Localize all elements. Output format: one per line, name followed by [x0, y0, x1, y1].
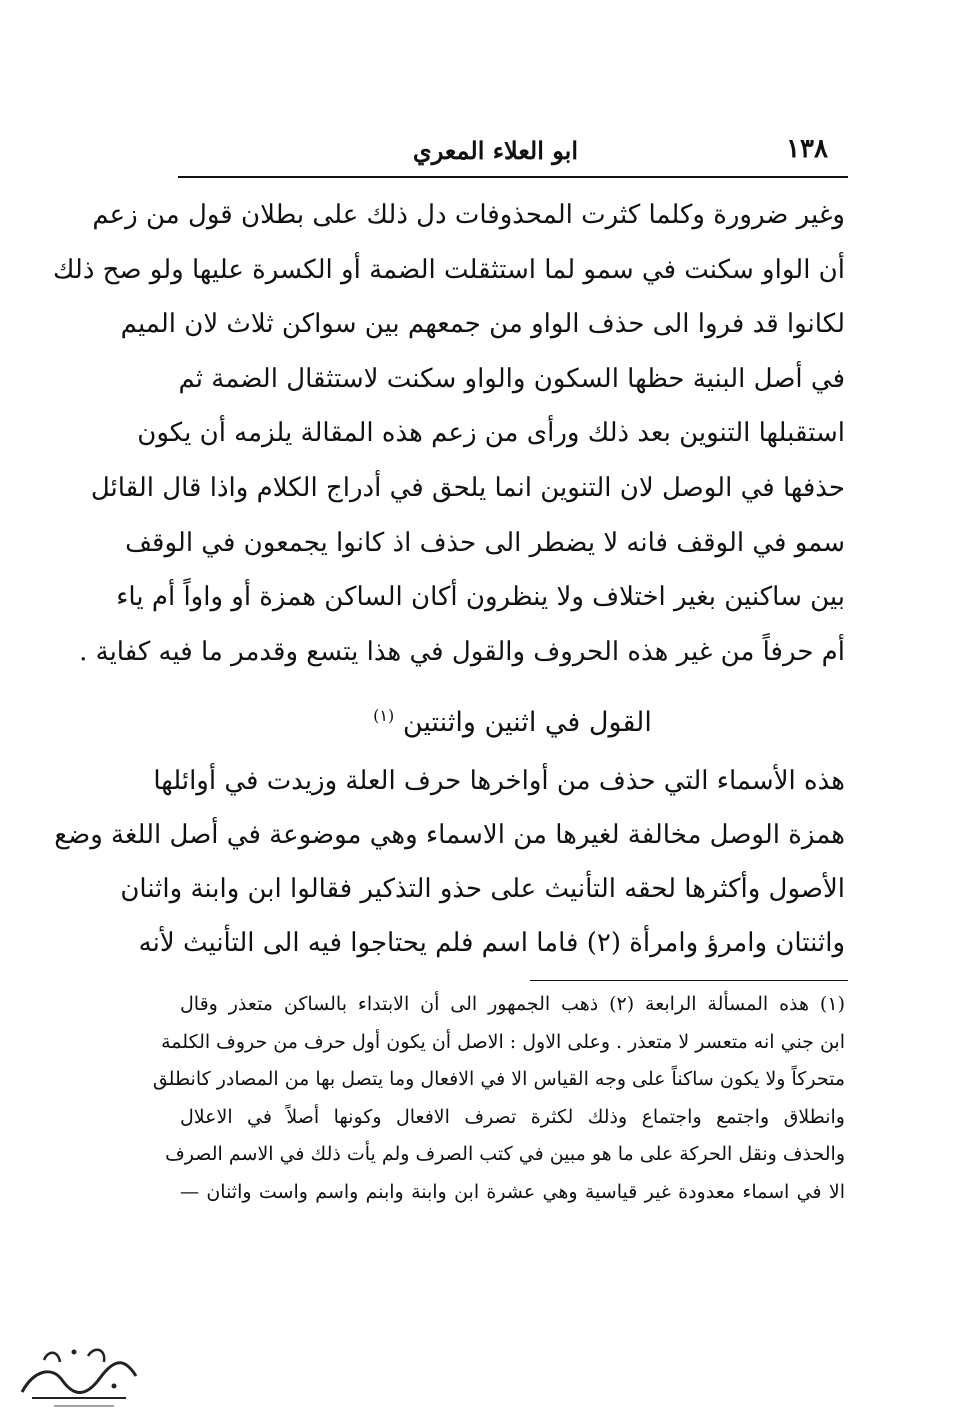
text-line: أن الواو سكنت في سمو لما استثقلت الضمة أو الكسرة عليها ولو صح ذلك — [52, 254, 845, 285]
footnote-line: ابن جني انه متعسر لا متعذر . وعلى الاول : الاصل أن يكون أول حرف من حروف الكلمة — [161, 1030, 845, 1053]
running-head: ابو العلاء المعري — [412, 136, 578, 165]
footnote-line: وانطلاق واجتمع واجتماع وذلك لكثرة تصرف الافعال وكونها أصلاً في الاعلال — [180, 1105, 845, 1128]
footnotes — [152, 986, 845, 1211]
text-line: وغير ضرورة وكلما كثرت المحذوفات دل ذلك على بطلان قول من زعم — [92, 200, 845, 230]
text-line: بين ساكنين بغير اختلاف ولا ينظرون أكان الساكن همزة أو واواً أم ياء — [116, 582, 845, 613]
text-line: هذه الأسماء التي حذف من أواخرها حرف العلة وزيدت في أوائلها — [153, 766, 845, 796]
footnote-line: متحركاً ولا يكون ساكناً على وجه القياس الا في الافعال وما يتصل بها من المصادر كانطلق — [152, 1068, 845, 1090]
text-line: حذفها في الوصل لان التنوين انما يلحق في أدراج الكلام واذا قال القائل — [90, 472, 845, 503]
text-line: لكانوا قد فروا الى حذف الواو من جمعهم بين سواكن ثلاث لان الميم — [120, 309, 845, 340]
paragraph-1 — [52, 188, 845, 679]
text-line: سمو في الوقف فانه لا يضطر الى حذف اذ كانوا يجمعون في الوقف — [125, 527, 845, 558]
section-heading — [180, 690, 845, 742]
footnote-line: (١) هذه المسألة الرابعة (٢) ذهب الجمهور الى أن الابتداء بالساكن متعذر وقال — [180, 993, 845, 1015]
text-line: استقبلها التنوين بعد ذلك ورأى من زعم هذه المقالة يلزمه أن يكون — [137, 418, 845, 449]
text-line: في أصل البنية حظها السكون والواو سكنت لاستثقال الضمة ثم — [178, 363, 845, 394]
text-line: أم حرفاً من غير هذه الحروف والقول في هذا يتسع وقدمر ما فيه كفاية . — [79, 636, 845, 667]
footnote-line: والحذف ونقل الحركة على ما هو مبين في كتب الصرف ولم يأت ذلك في الاسم الصرف — [165, 1143, 845, 1165]
footnote-reference: (١) — [373, 706, 395, 725]
footnote-separator — [530, 980, 848, 981]
text-line: واثنتان وامرؤ وامرأة (٢) فاما اسم فلم يحتاجوا فيه الى التأنيث لأنه — [138, 928, 845, 958]
text-line: همزة الوصل مخالفة لغيرها من الاسماء وهي موضوعة في أصل اللغة وضع — [54, 820, 845, 850]
footnote-line: الا في اسماء معدودة غير قياسية وهي عشرة ابن وابنة وابنم واسم واست واثنان — — [180, 1180, 845, 1203]
page-header — [178, 130, 848, 174]
header-rule — [178, 176, 848, 178]
library-stamp-logo — [14, 1340, 144, 1412]
page-number: ١٣٨ — [786, 134, 828, 164]
text-line: الأصول وأكثرها لحقه التأنيث على حذو التذكير فقالوا ابن وابنة واثنان — [120, 874, 845, 904]
paragraph-2 — [54, 754, 845, 970]
section-heading-text: القول في اثنين واثنتين — [402, 707, 652, 738]
